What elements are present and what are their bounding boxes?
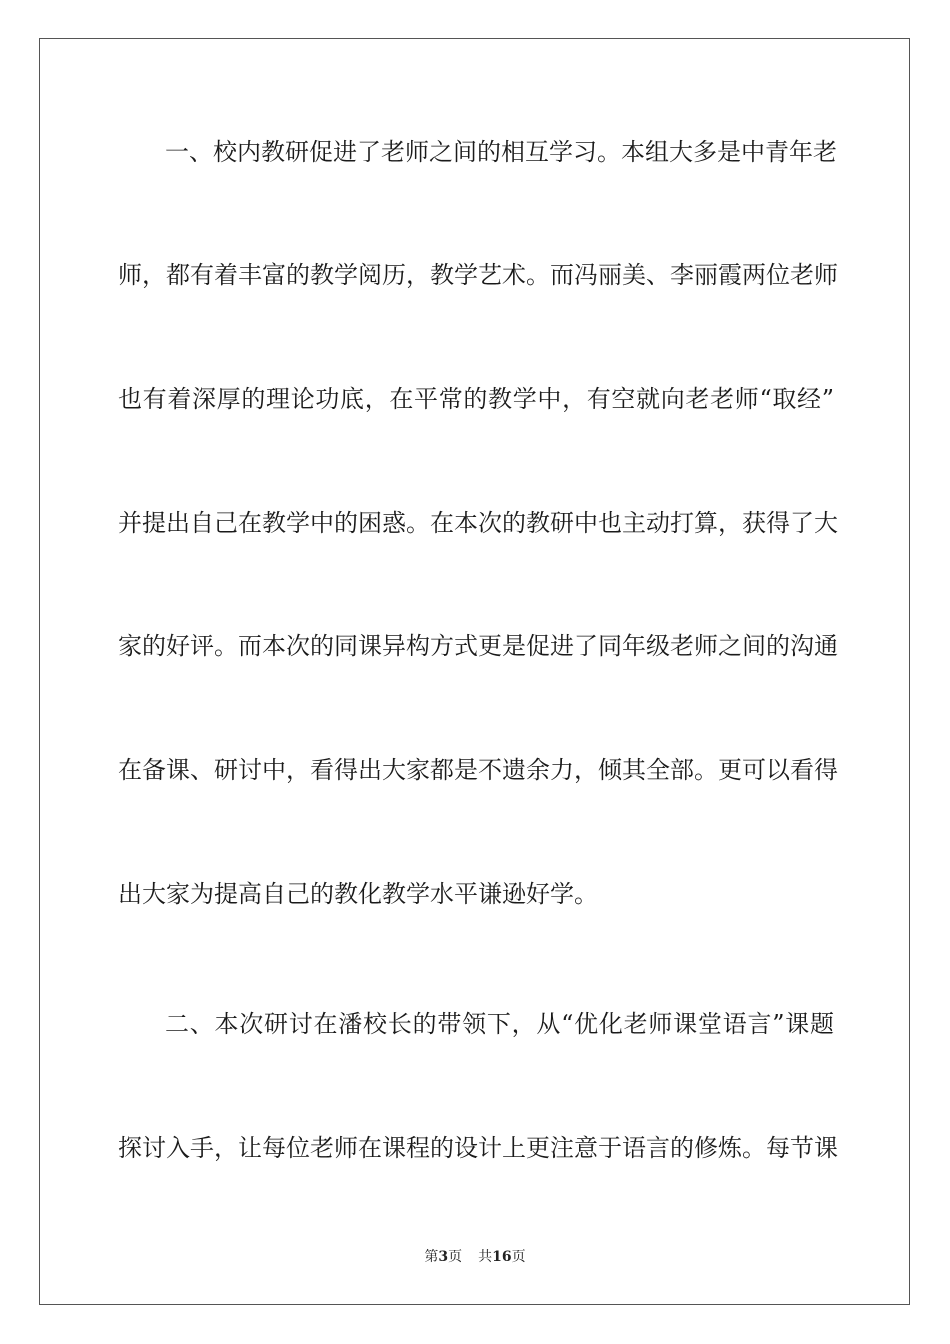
total-pages: 16 (492, 1249, 512, 1265)
paragraph-line: 也有着深厚的理论功底，在平常的教学中，有空就向老老师“取经” (118, 385, 834, 413)
paragraph-line: 师，都有着丰富的教学阅历，教学艺术。而冯丽美、李丽霞两位老师 (118, 261, 838, 289)
page-number: 3 (438, 1249, 449, 1265)
paragraph-line: 家的好评。而本次的同课异构方式更是促进了同年级老师之间的沟通 (118, 632, 838, 660)
paragraph-line: 二、本次研讨在潘校长的带领下，从“优化老师课堂语言”课题 (165, 1010, 834, 1038)
page-border (39, 38, 910, 1305)
page-suffix: 页 (448, 1249, 463, 1265)
paragraph-line: 探讨入手，让每位老师在课程的设计上更注意于语言的修炼。每节课 (118, 1134, 838, 1162)
total-suffix: 页 (511, 1249, 526, 1265)
paragraph-line: 在备课、研讨中，看得出大家都是不遗余力，倾其全部。更可以看得 (118, 756, 838, 784)
paragraph-line: 一、校内教研促进了老师之间的相互学习。本组大多是中青年老 (165, 138, 837, 166)
page-footer (0, 1248, 950, 1266)
page-prefix: 第 (424, 1249, 439, 1265)
paragraph-line: 并提出自己在教学中的困惑。在本次的教研中也主动打算，获得了大 (118, 509, 838, 537)
total-prefix: 共 (478, 1249, 493, 1265)
paragraph-line: 出大家为提高自己的教化教学水平谦逊好学。 (118, 880, 598, 908)
